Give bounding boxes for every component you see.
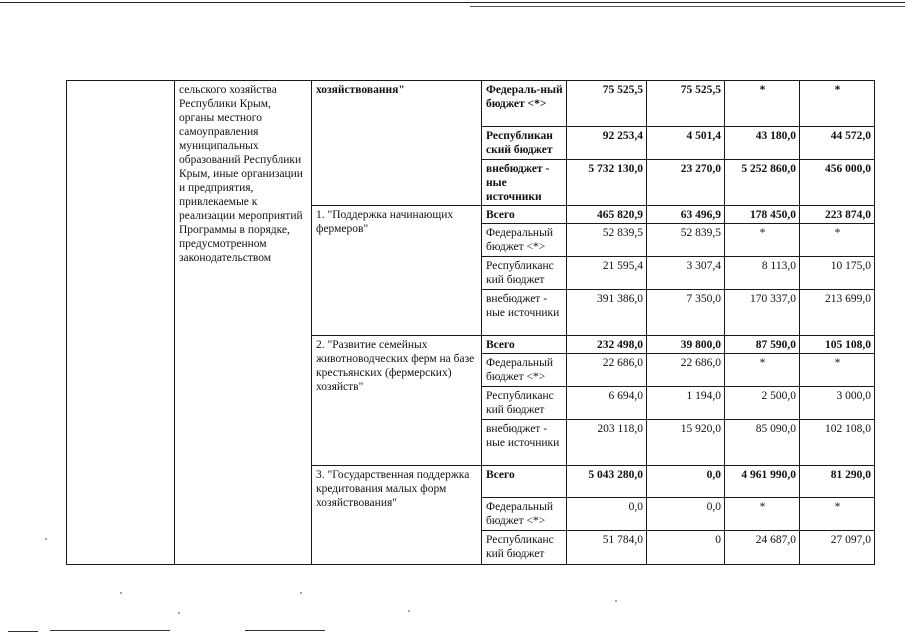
funding-source-cell: Федеральный бюджет <*> (482, 224, 567, 257)
total-cell: 0,0 (567, 498, 647, 531)
year3-cell: * (800, 498, 875, 531)
year2-cell: * (725, 498, 800, 531)
measure-name-cell: 3. "Государственная поддержка кредитования малых форм хозяйствования" (312, 466, 482, 565)
year1-cell: 15 920,0 (647, 420, 725, 466)
year2-cell: 178 450,0 (725, 206, 800, 224)
scan-mark (8, 631, 38, 632)
scan-mark (245, 630, 325, 631)
measure-name-cell: хозяйствования" (312, 81, 482, 206)
year2-cell: * (725, 81, 800, 127)
funding-source-cell: внебюджет - ные источники (482, 160, 567, 206)
funding-source-cell: внебюджет - ные источники (482, 290, 567, 336)
year2-cell: * (725, 354, 800, 387)
year2-cell: 43 180,0 (725, 127, 800, 160)
scan-speck (120, 592, 122, 594)
funding-source-cell: Республиканс кий бюджет (482, 531, 567, 565)
total-cell: 22 686,0 (567, 354, 647, 387)
total-cell: 6 694,0 (567, 387, 647, 420)
year1-cell: 1 194,0 (647, 387, 725, 420)
funding-source-cell: Республиканс кий бюджет (482, 257, 567, 290)
funding-source-cell: Федеральный бюджет <*> (482, 354, 567, 387)
year2-cell: 8 113,0 (725, 257, 800, 290)
year3-cell: 3 000,0 (800, 387, 875, 420)
total-cell: 391 386,0 (567, 290, 647, 336)
budget-table (66, 80, 875, 565)
year3-cell: * (800, 81, 875, 127)
year3-cell: 105 108,0 (800, 336, 875, 354)
year2-cell: 87 590,0 (725, 336, 800, 354)
year2-cell: * (725, 224, 800, 257)
funding-source-cell: Всего (482, 336, 567, 354)
year2-cell: 85 090,0 (725, 420, 800, 466)
scan-speck (45, 538, 47, 540)
year1-cell: 52 839,5 (647, 224, 725, 257)
year1-cell: 4 501,4 (647, 127, 725, 160)
year3-cell: 10 175,0 (800, 257, 875, 290)
number-cell (67, 81, 175, 565)
page-top-rule-secondary (470, 6, 905, 7)
funding-source-cell: Республикан ский бюджет (482, 127, 567, 160)
year1-cell: 23 270,0 (647, 160, 725, 206)
total-cell: 203 118,0 (567, 420, 647, 466)
year1-cell: 0,0 (647, 466, 725, 498)
measure-name-cell: 2. "Развитие семейных животноводческих ферм на базе крестьянских (фермерских) хозяйств" (312, 336, 482, 466)
funding-source-cell: Федераль-ный бюджет <*> (482, 81, 567, 127)
year3-cell: * (800, 354, 875, 387)
year3-cell: 44 572,0 (800, 127, 875, 160)
funding-source-cell: Всего (482, 466, 567, 498)
total-cell: 5 732 130,0 (567, 160, 647, 206)
scan-speck (408, 610, 410, 612)
year2-cell: 5 252 860,0 (725, 160, 800, 206)
year3-cell: 81 290,0 (800, 466, 875, 498)
year3-cell: * (800, 224, 875, 257)
total-cell: 21 595,4 (567, 257, 647, 290)
year1-cell: 22 686,0 (647, 354, 725, 387)
funding-source-cell: внебюджет - ные источники (482, 420, 567, 466)
funding-source-cell: Республиканс кий бюджет (482, 387, 567, 420)
table-row (67, 81, 875, 127)
year2-cell: 4 961 990,0 (725, 466, 800, 498)
total-cell: 5 043 280,0 (567, 466, 647, 498)
year3-cell: 213 699,0 (800, 290, 875, 336)
year3-cell: 102 108,0 (800, 420, 875, 466)
scan-speck (300, 592, 302, 594)
page-top-rule (0, 2, 905, 3)
year1-cell: 0 (647, 531, 725, 565)
year1-cell: 75 525,5 (647, 81, 725, 127)
executor-cell: сельского хозяйства Республики Крым, органы местного самоуправления муниципальных образований Республики Крым, иные организации и предприятия, привлекаемые к реализации мероприятий Программы в порядке, предусмотренном законодательством (175, 81, 312, 565)
year3-cell: 27 097,0 (800, 531, 875, 565)
measure-name-cell: 1. "Поддержка начинающих фермеров" (312, 206, 482, 336)
total-cell: 465 820,9 (567, 206, 647, 224)
year2-cell: 24 687,0 (725, 531, 800, 565)
year2-cell: 2 500,0 (725, 387, 800, 420)
total-cell: 51 784,0 (567, 531, 647, 565)
total-cell: 52 839,5 (567, 224, 647, 257)
total-cell: 92 253,4 (567, 127, 647, 160)
year1-cell: 39 800,0 (647, 336, 725, 354)
total-cell: 75 525,5 (567, 81, 647, 127)
scan-speck (178, 612, 180, 614)
year1-cell: 0,0 (647, 498, 725, 531)
total-cell: 232 498,0 (567, 336, 647, 354)
year3-cell: 223 874,0 (800, 206, 875, 224)
funding-source-cell: Всего (482, 206, 567, 224)
year1-cell: 7 350,0 (647, 290, 725, 336)
scan-speck (615, 600, 617, 602)
year1-cell: 3 307,4 (647, 257, 725, 290)
year2-cell: 170 337,0 (725, 290, 800, 336)
year3-cell: 456 000,0 (800, 160, 875, 206)
funding-source-cell: Федеральный бюджет <*> (482, 498, 567, 531)
scan-mark (50, 630, 170, 631)
year1-cell: 63 496,9 (647, 206, 725, 224)
